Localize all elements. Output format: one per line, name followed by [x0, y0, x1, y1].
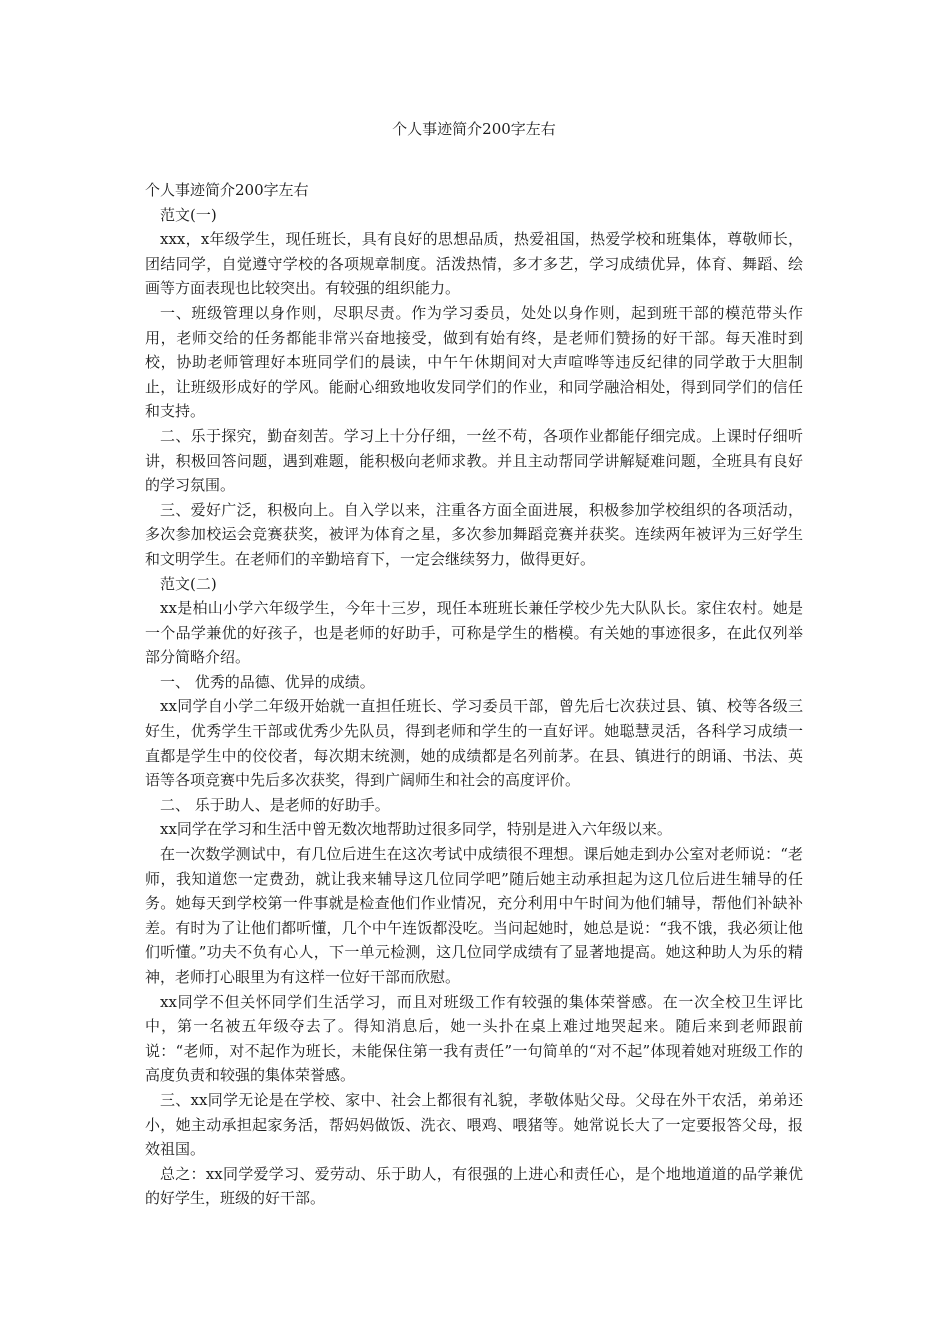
paragraph: 一、班级管理以身作则，尽职尽责。作为学习委员，处处以身作则，起到班干部的模范带头作用，老师交给的任务都能非常兴奋地接受，做到有始有终，是老师们赞扬的好干部。每天准时到校，协助老师管理好本班同学们的晨读，中午午休期间对大声喧哗等违反纪律的同学敢于大胆制止，让班级形成好的学风。能耐心细致地收发同学们的作业，和同学融洽相处，得到同学们的信任和支持。 [145, 303, 803, 421]
paragraph: xxx，x年级学生，现任班长，具有良好的思想品质，热爱祖国，热爱学校和班集体，尊敬师长，团结同学，自觉遵守学校的各项规章制度。活泼热情，多才多艺，学习成绩优异，体育、舞蹈、绘画等方面表现也比较突出。有较强的组织能力。 [145, 230, 803, 298]
document-page [145, 118, 803, 1211]
paragraph: xx是柏山小学六年级学生，今年十三岁，现任本班班长兼任学校少先大队队长。家住农村。她是一个品学兼优的好孩子，也是老师的好助手，可称是学生的楷模。有关她的事迹很多，在此仅列举部分简略介绍。 [145, 599, 803, 667]
paragraph: 范文(一) [160, 205, 217, 224]
paragraph: xx同学在学习和生活中曾无数次地帮助过很多同学，特别是进入六年级以来。 [160, 820, 672, 839]
document-body [145, 178, 803, 1211]
paragraph: 总之：xx同学爱学习、爱劳动、乐于助人，有很强的上进心和责任心，是个地地道道的品学兼优的好学生，班级的好干部。 [145, 1164, 803, 1208]
paragraph: 个人事迹简介200字左右 [145, 181, 309, 199]
paragraph: xx同学不但关怀同学们生活学习，而且对班级工作有较强的集体荣誉感。在一次全校卫生评比中，第一名被五年级夺去了。得知消息后，她一头扑在桌上难过地哭起来。随后来到老师跟前说：“老师，对不起作为班长，未能保住第一我有责任”一句简单的“对不起”体现着她对班级工作的高度负责和较强的集体荣誉感。 [145, 992, 803, 1085]
paragraph: 三、爱好广泛，积极向上。自入学以来，注重各方面全面进展，积极参加学校组织的各项活动，多次参加校运会竞赛获奖，被评为体育之星，多次参加舞蹈竞赛并获奖。连续两年被评为三好学生和文明学生。在老师们的辛勤培育下，一定会继续努力，做得更好。 [145, 500, 803, 568]
paragraph: 二、 乐于助人、是老师的好助手。 [160, 795, 390, 814]
paragraph: 在一次数学测试中，有几位后进生在这次考试中成绩很不理想。课后她走到办公室对老师说：“老师，我知道您一定费劲，就让我来辅导这几位同学吧”随后她主动承担起为这几位后进生辅导的任务。她每天到学校第一件事就是检查他们作业情况，充分利用中午时间为他们辅导，帮他们补缺补差。有时为了让他们都听懂，几个中午连饭都没吃。当问起她时，她总是说：“我不饿，我必须让他们听懂。”功夫不负有心人，下一单元检测，这几位同学成绩有了显著地提高。她这种助人为乐的精神，老师打心眼里为有这样一位好干部而欣慰。 [145, 845, 803, 986]
document-title: 个人事迹简介200字左右 [392, 120, 556, 138]
paragraph: 二、乐于探究，勤奋刻苦。学习上十分仔细，一丝不苟，各项作业都能仔细完成。上课时仔细听讲，积极回答问题，遇到难题，能积极向老师求教。并且主动帮同学讲解疑难问题，全班具有良好的学习氛围。 [145, 426, 803, 495]
paragraph: 三、xx同学无论是在学校、家中、社会上都很有礼貌，孝敬体贴父母。父母在外干农活，弟弟还小，她主动承担起家务活，帮妈妈做饭、洗衣、喂鸡、喂猪等。她常说长大了一定要报答父母，报效祖国。 [145, 1090, 803, 1159]
paragraph: 范文(二) [160, 574, 217, 593]
paragraph: 一、 优秀的品德、优异的成绩。 [160, 672, 375, 691]
paragraph: xx同学自小学二年级开始就一直担任班长、学习委员干部，曾先后七次获过县、镇、校等各级三好生，优秀学生干部或优秀少先队员，得到老师和学生的一直好评。她聪慧灵活，各科学习成绩一直都是学生中的佼佼者，每次期末统测，她的成绩都是名列前茅。在县、镇进行的朗诵、书法、英语等各项竞赛中先后多次获奖，得到广阔师生和社会的高度评价。 [145, 697, 803, 790]
